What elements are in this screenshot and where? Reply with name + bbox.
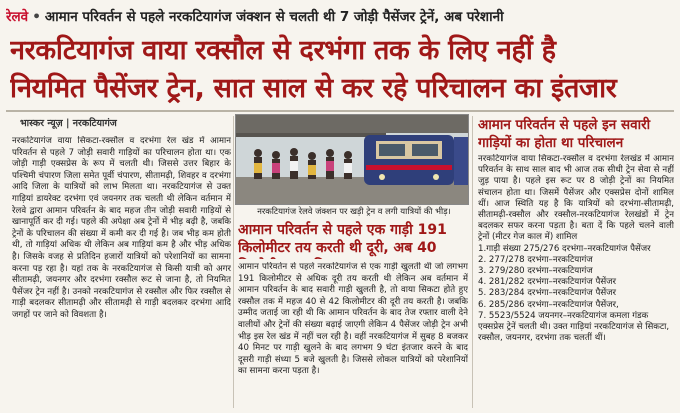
train-list	[478, 244, 674, 345]
photo-caption: नरकटियागंज रेलवे जंक्शन पर खड़ी ट्रेन व लगी यात्रियों की भीड़।	[257, 206, 451, 216]
right-subhead: आमान परिवर्तन से पहले इन सवारी गाड़ियों का होता था परिचालन	[478, 117, 651, 151]
train-list-item: 6. 285/286 दरभंगा–नरकटियागंज पैसेंजर,	[478, 299, 619, 310]
train-list-item: 4. 281/282 दरभंगा–नरकटियागंज पैसेंजर	[478, 277, 617, 288]
kicker-text: आमान परिवर्तन से पहले नरकटियागंज जंक्शन से चलती थी 7 जोड़ी पैसेंजर ट्रेनें, अब परेशानी	[44, 9, 504, 25]
train-list-item: 5. 283/284 दरभंगा–नरकटियागंज पैसेंजर	[478, 288, 617, 299]
train-list-item: 3. 279/280 दरभंगा–नरकटियागंज	[478, 266, 593, 277]
section-tag: रेलवे	[6, 9, 29, 25]
headline-line-2: नियमित पैसेंजर ट्रेन, सात साल से कर रहे परिचालन का इंतजार	[10, 73, 617, 104]
column-1-body: नरकटियागंज वाया सिकटा-रक्सौल व दरभंगा रेल खंड में आमान परिवर्तन से पहले 7 जोड़ी सवारी गाड़ियों का परिचालन होता था। एक जोड़ी गाड़ी एक्सप्रेस के रूप में चलती थी। जिससे उत्तर बिहार के पश्चिमी चंपारण जिला समेत पूर्वी चंपारण, सीतामढ़ी, शिवहर व दरभंगा आदि जिला के यात्रियों को लाभ मिलता था। नरकटियागंज से उक्त गाड़ियां डायरेक्ट दरभंगा एवं जयनगर तक चलती थी लेकिन वर्तमान में रेलवे द्वारा आमान परिवर्तन के बाद महज तीन जोड़ी सवारी गाड़ियों से खानापूर्ति कर दी गई। पहले की अपेक्षा अब ट्रेनों में भीड़ बढ़ी है, जबकि ट्रेनों के परिचालन की संख्या में कमी कर दी गई है। जब भीड़ कम होती थी, तो गाड़ियां अधिक थी लेकिन अब गाड़ियां कम है और भीड़ अधिक है। जिसके वजह से प्रतिदिन हजारों यात्रियों को परेशानियों का सामना करना पड़ रहा है। यहां तक के नरकटियागंज से किसी यात्री को अगर सीतामढ़ी, जयनगर और दरभंगा रक्सौल रूट से जाना है, तो नियमित पैसेंजर ट्रेन नहीं है। उनको नरकटियागंज से रक्सौल और फिर रक्सौल से गाड़ी बदलकर सीतामढ़ी और सीतामढ़ी से गाड़ी बदलकर दरभंगा आदि जगहों पर जाने को विवशता है।	[12, 136, 231, 320]
kicker-bullet: •	[32, 9, 41, 25]
right-column	[478, 154, 674, 409]
middle-body: आमान परिवर्तन से पहले नरकटियागंज से एक गाड़ी खुलती थी जो लगभग 191 किलोमीटर से अधिक दूरी तय करती थी लेकिन अब वर्तमान में आमान परिवर्तन के बाद सवारी गाड़ी खुलती है, तो वाया सिकटा होते हुए रक्सौल तक में महज 40 से 42 किलोमीटर की दूरी तय करती है। जबकि उम्मीद जताई जा रही थी कि आमान परिवर्तन के बाद तेज रफ्तार वाली देने वालीयों और ट्रेनों की संख्या बढ़ाई जाएगी लेकिन 4 पैसेंजर जोड़ी ट्रेन अभी भीड़ इस रेल खंड में नहीं चल रही है। वहीं नरकटियागंज में सुबह 8 बजकर 40 मिनट पर गाड़ी खुलने के बाद लगभग 9 घंटा इंतजार करने के बाद दूसरी गाड़ी संध्या 5 बजे खुलती है। जिससे लोकल यात्रियों को परेशानियों का सामना करना पड़ता है।	[238, 262, 468, 377]
train-list-item: 1.गाड़ी संख्या 275/276 दरभंगा–नरकटियागंज पैसेंजर	[478, 243, 651, 254]
article-column-1	[12, 136, 231, 408]
headline-divider	[6, 110, 674, 112]
column-rule-1	[233, 116, 234, 408]
train-list-item: 2. 277/278 दरभंगा–नरकटियागंज	[478, 254, 593, 265]
station-photo	[235, 114, 469, 205]
right-intro: नरकटियागंज वाया सिकटा-रक्सौल व दरभंगा रेलखंड में आमान परिवर्तन के साथ साल बाद भी आज तक सीधी ट्रेन सेवा से नहीं जुड़ पाया है। पहले इस रूट पर 8 जोड़ी ट्रेनों का नियमित संचालन होता था। जिसमें पैसेंजर और एक्सप्रेस दोनों शामिल थीं। आज स्थिति यह है कि यात्रियों को दरभंगा-सीतामढ़ी, सीतामढ़ी-रक्सौल और रक्सौल-नरकटियागंज रेलखंडों में ट्रेन बदलकर सफर करना पड़ता है। बता दें कि पहले चलने वाली ट्रेनों (मीटर गेज काल में) शामिल	[478, 154, 674, 243]
headline-line-1: नरकटियागंज वाया रक्सौल से दरभंगा तक के लिए नहीं है	[10, 35, 556, 66]
middle-subhead: आमान परिवर्तन से पहले एक गाड़ी 191 किलोमीटर तय करती थी दूरी, अब 40	[238, 222, 447, 256]
byline: भास्कर न्यूज़ | नरकटियागंज	[20, 118, 117, 129]
column-rule-2	[472, 116, 473, 408]
train-list-item: 7. 5523/5524 जयनगर–नरकटियागंज कमला गंडक एक्सप्रेस ट्रेनें चलती थी। उक्त गाड़ियां नरकटियागंज से सिकटा, रक्सौल, जयनगर, दरभंगा तक चलतीं थीं।	[478, 310, 670, 344]
train-platform-illustration	[236, 115, 468, 204]
kicker-line	[6, 6, 674, 28]
